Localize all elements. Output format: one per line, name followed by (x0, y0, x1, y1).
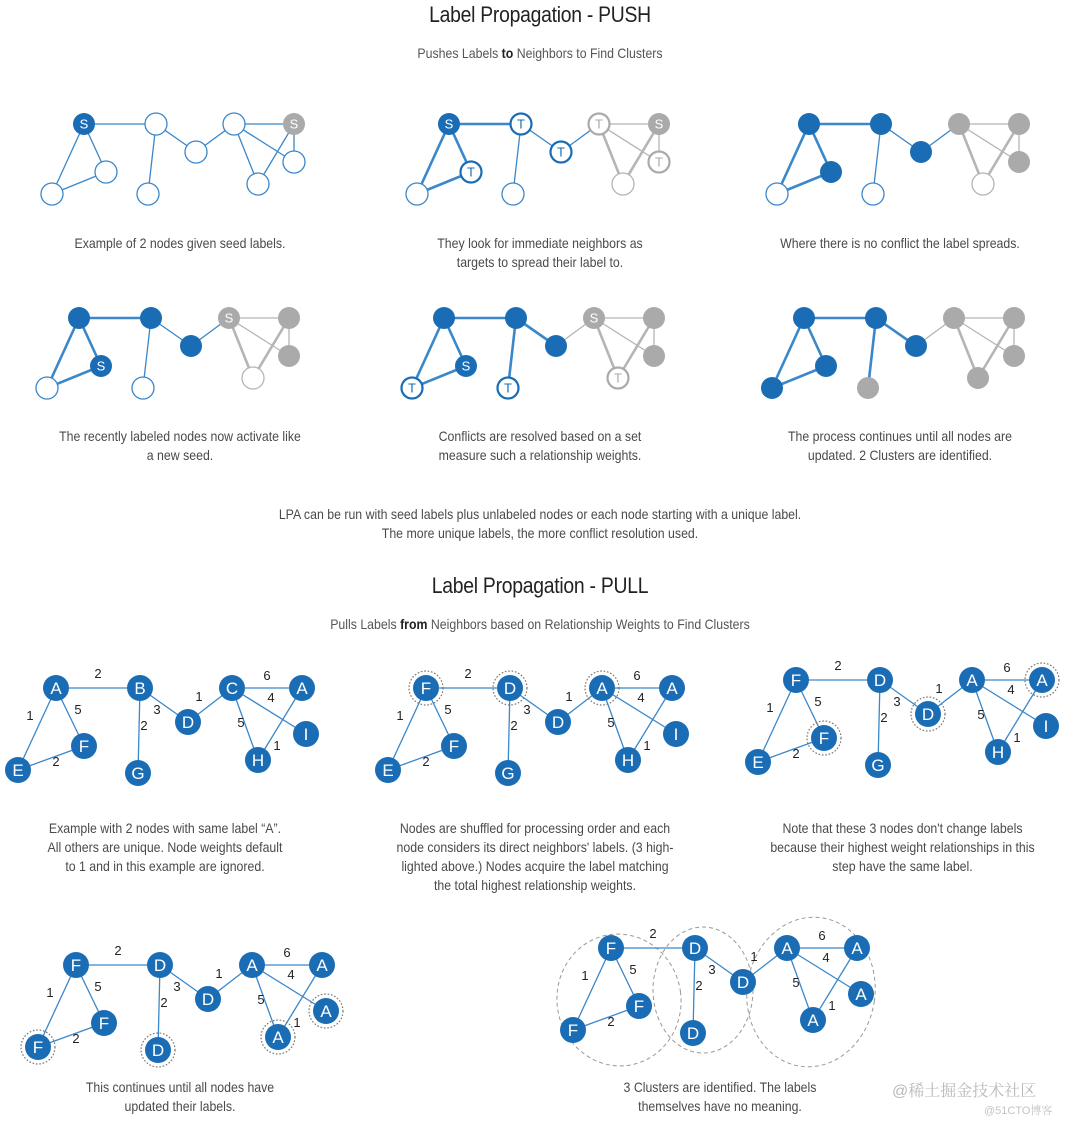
edge-weight: 1 (766, 700, 774, 715)
node-label: T (595, 116, 603, 132)
node-a (1025, 663, 1059, 697)
node-b (127, 675, 153, 701)
watermark-juejin: @稀土掘金技术社区 (892, 1083, 1037, 1100)
node (1003, 307, 1025, 329)
node-d (195, 986, 221, 1012)
node-label: F (78, 737, 90, 756)
node-s (455, 355, 477, 377)
node-label: F (605, 939, 617, 958)
edge-weight: 1 (46, 985, 54, 1000)
node (761, 377, 783, 399)
node (185, 141, 207, 163)
node (1003, 345, 1025, 367)
node-label: I (303, 725, 309, 744)
edge-weight: 1 (935, 681, 943, 696)
node (857, 377, 879, 399)
edge-weight: 2 (510, 718, 518, 733)
node-g (125, 760, 151, 786)
pull-caption-5: 3 Clusters are identified. The labels themselves have no meaning. (623, 1079, 817, 1114)
edge-weight: 1 (750, 949, 758, 964)
node-d (680, 1020, 706, 1046)
node-label: D (873, 671, 887, 690)
node-label: E (382, 761, 394, 780)
node (972, 173, 994, 195)
node-t (649, 152, 670, 173)
edge-weight: 3 (523, 702, 531, 717)
edge-weight: 2 (649, 926, 657, 941)
node-e (375, 757, 401, 783)
node-a (585, 671, 619, 705)
edge-weight: 1 (643, 738, 651, 753)
push-caption-5: Conflicts are resolved based on a set measure such a relationship weights. (438, 428, 642, 463)
pull-title: Label Propagation - PULL (431, 573, 649, 598)
node-label: D (151, 1041, 165, 1060)
node (612, 173, 634, 195)
node-t (402, 378, 423, 399)
push-diagram-4 (33, 302, 313, 412)
node-a (848, 981, 874, 1007)
node-a (309, 952, 335, 978)
node-f (63, 952, 89, 978)
node (910, 141, 932, 163)
node-f (441, 733, 467, 759)
edge-weight: 5 (444, 702, 452, 717)
push-caption-3: Where there is no conflict the label spreads. (780, 235, 1020, 251)
node-d (682, 935, 708, 961)
node-a (239, 952, 265, 978)
edge-weight: 2 (834, 658, 842, 673)
node-s (583, 307, 605, 329)
node-label: T (655, 154, 663, 170)
node-t (608, 368, 629, 389)
edge-weight: 2 (792, 746, 800, 761)
node (545, 335, 567, 357)
edge-weight: 2 (880, 710, 888, 725)
node-t (461, 162, 482, 183)
push-caption-2: They look for immediate neighbors as targets to spread their label to. (437, 235, 643, 270)
edge-weight: 2 (72, 1031, 80, 1046)
edge-weight: 5 (94, 979, 102, 994)
node-s (438, 113, 460, 135)
edge-weight: 1 (1013, 730, 1021, 745)
node-label: F (98, 1014, 110, 1033)
pull-caption-4: This continues until all nodes have updated their labels. (85, 1079, 275, 1114)
node-label: A (296, 679, 308, 698)
node (137, 183, 159, 205)
node-a (43, 675, 69, 701)
edge-weight: 5 (629, 962, 637, 977)
node-s (218, 307, 240, 329)
node-label: S (654, 116, 664, 132)
node (502, 183, 524, 205)
node-label: A (966, 671, 978, 690)
push-caption-1: Example of 2 nodes given seed labels. (74, 235, 286, 251)
node-label: A (1036, 671, 1048, 690)
edge-weight: 4 (822, 950, 830, 965)
node-label: A (851, 939, 863, 958)
node-i (293, 721, 319, 747)
node-s (90, 355, 112, 377)
node-a (844, 935, 870, 961)
node-a (774, 935, 800, 961)
node-label: G (501, 764, 515, 783)
node-f (71, 733, 97, 759)
node-t (551, 142, 572, 163)
node-label: S (79, 116, 89, 132)
push-caption-6: The process continues until all nodes are updated. 2 Clusters are identified. (788, 428, 1012, 463)
node-h (615, 747, 641, 773)
push-title: Label Propagation - PUSH (429, 2, 651, 27)
node-label: A (666, 679, 678, 698)
pull-diagram-5 (555, 920, 885, 1050)
node-i (1033, 713, 1059, 739)
node-label: F (567, 1021, 579, 1040)
edge-weight: 1 (215, 966, 223, 981)
pull-diagram-1 (0, 660, 330, 790)
node (36, 377, 58, 399)
edge-weight: 1 (565, 689, 573, 704)
edge-weight: 5 (257, 992, 265, 1007)
pull-diagram-3 (740, 652, 1070, 782)
node (278, 307, 300, 329)
lpa-note: LPA can be run with seed labels plus unlabeled nodes or each node starting with a unique label. The more unique labels, the more conflict resolution used. (278, 506, 802, 541)
node (41, 183, 63, 205)
node-label: A (272, 1028, 284, 1047)
pull-diagram-4 (20, 937, 350, 1067)
push-diagram-2 (403, 108, 683, 218)
node-label: E (12, 761, 24, 780)
node-label: T (557, 144, 565, 160)
node-label: D (153, 956, 167, 975)
node-d (175, 709, 201, 735)
node-t (589, 114, 610, 135)
node-label: F (420, 679, 432, 698)
edge-weight: 3 (153, 702, 161, 717)
node-label: F (32, 1038, 44, 1057)
pull-caption-2: Nodes are shuffled for processing order and each node considers its direct neighbors' labels. (3 high- lighted above.) Nodes acquire the label matching the total highest relationship weights. (396, 820, 674, 893)
node-label: D (551, 713, 565, 732)
node (242, 367, 264, 389)
node-t (498, 378, 519, 399)
edge-weight: 1 (26, 708, 34, 723)
node-label: G (131, 764, 145, 783)
pull-caption-3: Note that these 3 nodes don't change labels because their highest weight relationships in this step have the same label. (770, 820, 1035, 874)
node-label: E (752, 753, 764, 772)
node-label: A (781, 939, 793, 958)
node-label: A (596, 679, 608, 698)
edge-weight: 5 (607, 715, 615, 730)
node (865, 307, 887, 329)
node (948, 113, 970, 135)
node (223, 113, 245, 135)
edge-weight: 6 (633, 668, 641, 683)
push-caption-4: The recently labeled nodes now activate like a new seed. (59, 428, 301, 463)
edge-weight: 2 (94, 666, 102, 681)
node-label: I (673, 725, 679, 744)
edge-weight: 2 (422, 754, 430, 769)
node-label: T (614, 370, 622, 386)
node (967, 367, 989, 389)
node-label: S (589, 310, 599, 326)
edge-weight: 2 (607, 1014, 615, 1029)
node (1008, 113, 1030, 135)
node-label: C (225, 679, 239, 698)
node-label: A (807, 1011, 819, 1030)
edge-weight: 2 (695, 978, 703, 993)
edge-weight: 2 (52, 754, 60, 769)
node-f (409, 671, 443, 705)
edge-weight: 2 (114, 943, 122, 958)
push-diagram-1 (38, 108, 318, 218)
node-label: A (246, 956, 258, 975)
edge-weight: 6 (283, 945, 291, 960)
node-label: F (790, 671, 802, 690)
node-a (289, 675, 315, 701)
edge-weight: 4 (1007, 682, 1015, 697)
node-e (745, 749, 771, 775)
node (766, 183, 788, 205)
node-label: H (621, 751, 635, 770)
edge-weight: 4 (287, 967, 295, 982)
node-label: D (201, 990, 215, 1009)
edge-weight: 3 (708, 962, 716, 977)
node-label: D (503, 679, 517, 698)
node-label: S (289, 116, 299, 132)
node (643, 345, 665, 367)
node (820, 161, 842, 183)
node-label: D (181, 713, 195, 732)
node-g (495, 760, 521, 786)
node-g (865, 752, 891, 778)
node-a (659, 675, 685, 701)
node-e (5, 757, 31, 783)
node-a (800, 1007, 826, 1033)
node-h (985, 739, 1011, 765)
node-f (91, 1010, 117, 1036)
edge-weight: 2 (160, 995, 168, 1010)
node (862, 183, 884, 205)
node-label: I (1043, 717, 1049, 736)
node-f (21, 1030, 55, 1064)
edge-weight: 5 (74, 702, 82, 717)
node-f (560, 1017, 586, 1043)
edge-weight: 5 (792, 975, 800, 990)
node-label: A (316, 956, 328, 975)
node-label: T (517, 116, 525, 132)
edge-weight: 1 (396, 708, 404, 723)
node-label: D (736, 973, 750, 992)
node (247, 173, 269, 195)
node (145, 113, 167, 135)
node-d (141, 1033, 175, 1067)
node-label: H (991, 743, 1005, 762)
node-label: T (408, 380, 416, 396)
push-diagram-3 (763, 108, 1043, 218)
node (95, 161, 117, 183)
node-h (245, 747, 271, 773)
push-diagram-6 (758, 302, 1038, 412)
node-label: S (461, 358, 471, 374)
node (140, 307, 162, 329)
node-label: H (251, 751, 265, 770)
node-label: F (70, 956, 82, 975)
node-label: F (818, 729, 830, 748)
node (905, 335, 927, 357)
edge-weight: 6 (263, 668, 271, 683)
node-label: F (633, 997, 645, 1016)
node-label: S (444, 116, 454, 132)
node-label: D (686, 1024, 700, 1043)
edge-weight: 5 (237, 715, 245, 730)
node-label: A (320, 1002, 332, 1021)
pull-caption-1: Example with 2 nodes with same label “A”. All others are unique. Node weights default to 1 and in this example are ignored. (47, 820, 283, 874)
node (283, 151, 305, 173)
edge-weight: 3 (893, 694, 901, 709)
node-label: T (467, 164, 475, 180)
edge-weight: 1 (273, 738, 281, 753)
node-d (730, 969, 756, 995)
node-label: A (855, 985, 867, 1004)
node-f (783, 667, 809, 693)
node-t (511, 114, 532, 135)
node-c (219, 675, 245, 701)
node-a (959, 667, 985, 693)
node (433, 307, 455, 329)
node-i (663, 721, 689, 747)
watermark-51cto: @51CTO博客 (984, 1105, 1053, 1117)
edge-weight: 1 (195, 689, 203, 704)
node-label: A (50, 679, 62, 698)
pull-subtitle: Pulls Labels from Neighbors based on Relationship Weights to Find Clusters (330, 616, 750, 632)
edge-weight: 2 (140, 718, 148, 733)
node (180, 335, 202, 357)
node (815, 355, 837, 377)
node-d (545, 709, 571, 735)
node (643, 307, 665, 329)
push-subtitle: Pushes Labels to Neighbors to Find Clusters (417, 45, 663, 61)
edge-weight: 2 (464, 666, 472, 681)
push-diagram-5 (398, 302, 678, 412)
edge-weight: 6 (1003, 660, 1011, 675)
node (406, 183, 428, 205)
node-label: F (448, 737, 460, 756)
edge-weight: 5 (814, 694, 822, 709)
edge-weight: 3 (173, 979, 181, 994)
edge-weight: 4 (267, 690, 275, 705)
node (870, 113, 892, 135)
node-d (911, 697, 945, 731)
node-s (648, 113, 670, 135)
node-label: S (96, 358, 106, 374)
node-f (626, 993, 652, 1019)
edge-weight: 1 (293, 1015, 301, 1030)
node (943, 307, 965, 329)
node-a (261, 1020, 295, 1054)
node-d (493, 671, 527, 705)
node-f (598, 935, 624, 961)
node-label: B (134, 679, 146, 698)
edge-weight: 6 (818, 928, 826, 943)
edge-weight: 1 (828, 998, 836, 1013)
node (793, 307, 815, 329)
node-a (309, 994, 343, 1028)
node-label: D (688, 939, 702, 958)
node-f (807, 721, 841, 755)
node-d (867, 667, 893, 693)
node-s (283, 113, 305, 135)
node (278, 345, 300, 367)
node-s (73, 113, 95, 135)
node-label: T (504, 380, 512, 396)
pull-diagram-2 (370, 660, 700, 790)
node-label: G (871, 756, 885, 775)
node (1008, 151, 1030, 173)
node (798, 113, 820, 135)
node (505, 307, 527, 329)
node-label: S (224, 310, 234, 326)
edge-weight: 5 (977, 707, 985, 722)
node (68, 307, 90, 329)
node-label: D (921, 705, 935, 724)
edge-weight: 1 (581, 968, 589, 983)
node (132, 377, 154, 399)
node-d (147, 952, 173, 978)
edge-weight: 4 (637, 690, 645, 705)
